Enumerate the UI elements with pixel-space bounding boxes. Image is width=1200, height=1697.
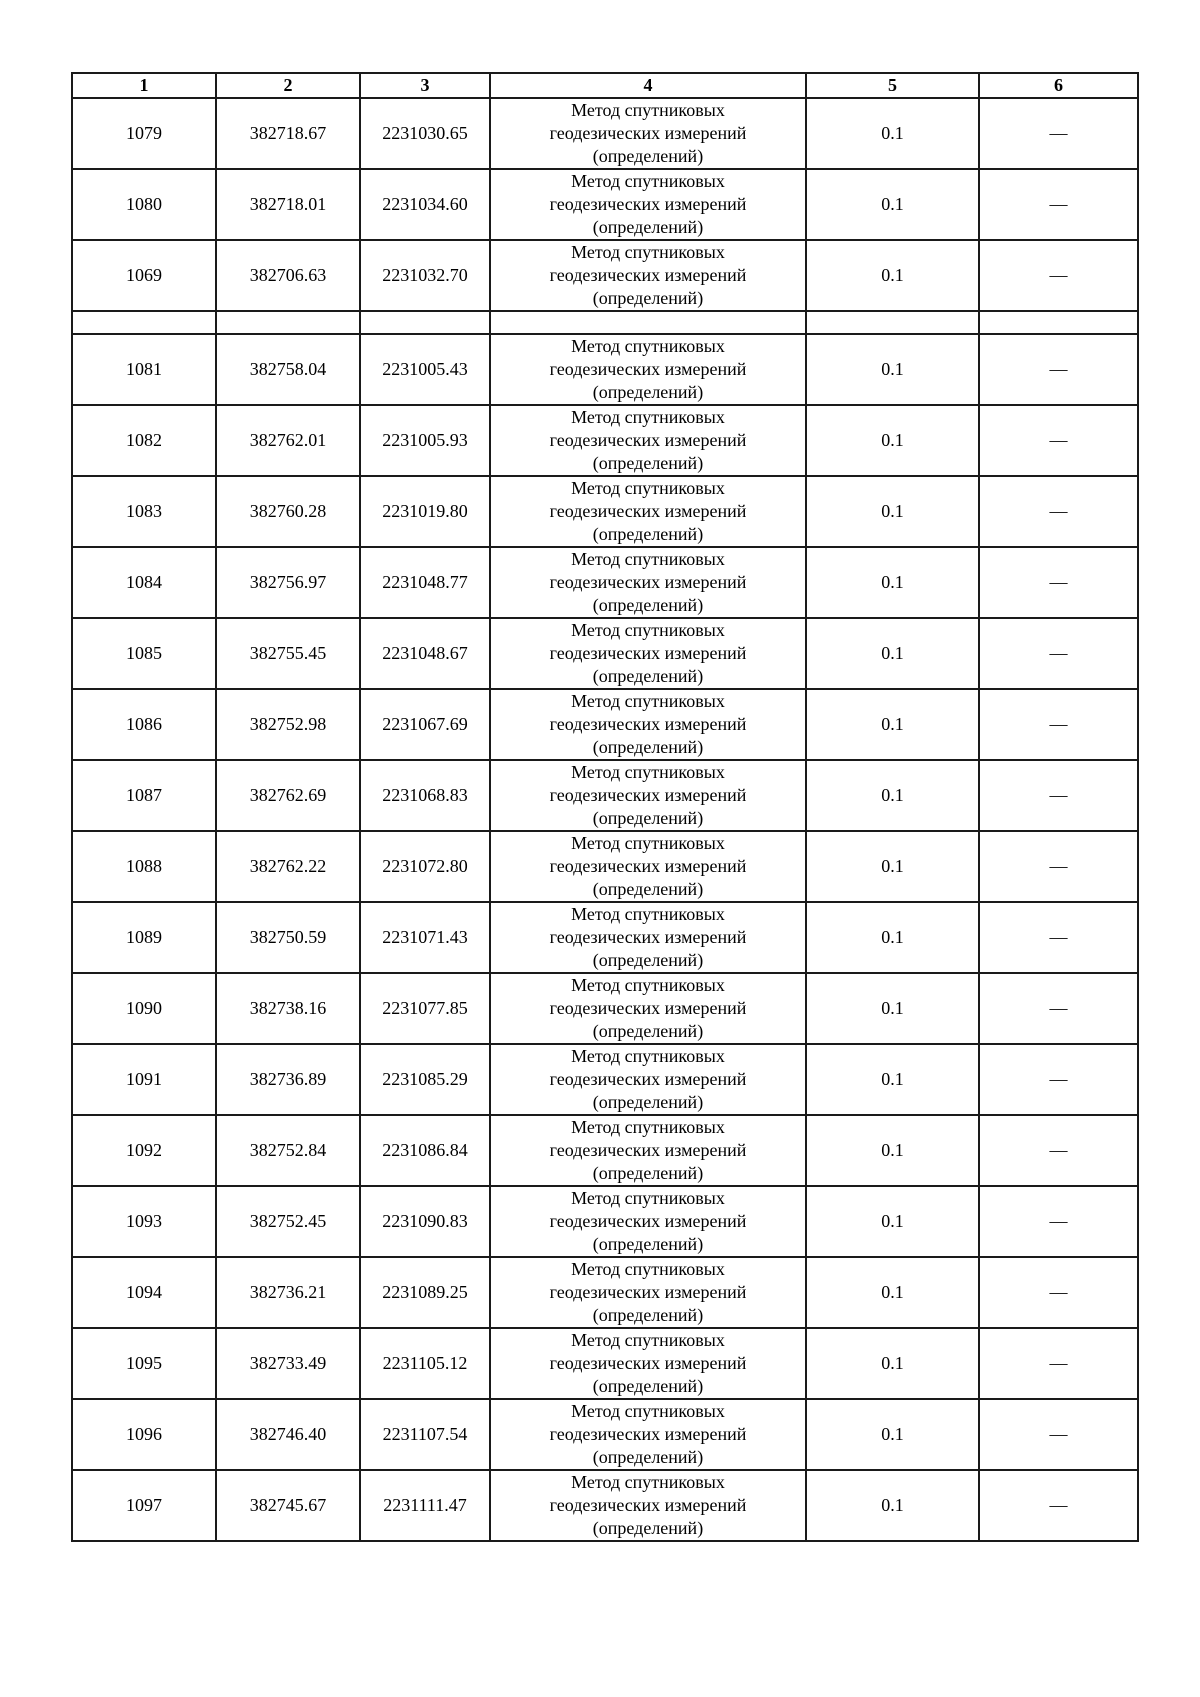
method-text: Метод спутниковых геодезических измерений (определений) bbox=[549, 100, 747, 166]
method-text: Метод спутниковых геодезических измерений (определений) bbox=[549, 620, 747, 686]
method-cell bbox=[490, 1044, 806, 1115]
method-text: Метод спутниковых геодезических измерений (определений) bbox=[549, 478, 747, 544]
x-coordinate-cell: 382758.04 bbox=[216, 334, 360, 405]
method-cell bbox=[490, 689, 806, 760]
table-row bbox=[72, 689, 1138, 760]
y-coordinate-cell: 2231068.83 bbox=[360, 760, 490, 831]
header-cell-6: 6 bbox=[979, 73, 1138, 98]
method-text: Метод спутниковых геодезических измерений (определений) bbox=[549, 1259, 747, 1325]
empty-separator-row bbox=[72, 311, 1138, 334]
accuracy-cell: 0.1 bbox=[806, 476, 979, 547]
method-text: Метод спутниковых геодезических измерений (определений) bbox=[549, 1330, 747, 1396]
method-text: Метод спутниковых геодезических измерений (определений) bbox=[549, 242, 747, 308]
accuracy-cell: 0.1 bbox=[806, 1257, 979, 1328]
method-text: Метод спутниковых геодезических измерений (определений) bbox=[549, 407, 747, 473]
accuracy-cell: 0.1 bbox=[806, 689, 979, 760]
point-number-cell: 1084 bbox=[72, 547, 216, 618]
point-number-cell: 1085 bbox=[72, 618, 216, 689]
note-cell: — bbox=[979, 689, 1138, 760]
method-cell bbox=[490, 240, 806, 311]
accuracy-cell: 0.1 bbox=[806, 618, 979, 689]
x-coordinate-cell: 382736.21 bbox=[216, 1257, 360, 1328]
table-row bbox=[72, 1186, 1138, 1257]
method-text: Метод спутниковых геодезических измерений (определений) bbox=[549, 1472, 747, 1538]
method-text: Метод спутниковых геодезических измерений (определений) bbox=[549, 975, 747, 1041]
method-cell bbox=[490, 1470, 806, 1541]
x-coordinate-cell: 382733.49 bbox=[216, 1328, 360, 1399]
point-number-cell: 1069 bbox=[72, 240, 216, 311]
x-coordinate-cell: 382762.22 bbox=[216, 831, 360, 902]
point-number-cell: 1082 bbox=[72, 405, 216, 476]
table-row bbox=[72, 760, 1138, 831]
method-text: Метод спутниковых геодезических измерений (определений) bbox=[549, 904, 747, 970]
point-number-cell: 1079 bbox=[72, 98, 216, 169]
x-coordinate-cell: 382746.40 bbox=[216, 1399, 360, 1470]
empty-cell bbox=[979, 311, 1138, 334]
accuracy-cell: 0.1 bbox=[806, 1470, 979, 1541]
table-row bbox=[72, 1470, 1138, 1541]
accuracy-cell: 0.1 bbox=[806, 973, 979, 1044]
note-cell: — bbox=[979, 760, 1138, 831]
table-row bbox=[72, 240, 1138, 311]
table-row bbox=[72, 334, 1138, 405]
accuracy-cell: 0.1 bbox=[806, 405, 979, 476]
accuracy-cell: 0.1 bbox=[806, 1186, 979, 1257]
note-cell: — bbox=[979, 1115, 1138, 1186]
method-text: Метод спутниковых геодезических измерений (определений) bbox=[549, 171, 747, 237]
method-text: Метод спутниковых геодезических измерений (определений) bbox=[549, 549, 747, 615]
table-row bbox=[72, 1257, 1138, 1328]
table-row bbox=[72, 476, 1138, 547]
y-coordinate-cell: 2231105.12 bbox=[360, 1328, 490, 1399]
note-cell: — bbox=[979, 1257, 1138, 1328]
method-text: Метод спутниковых геодезических измерений (определений) bbox=[549, 1401, 747, 1467]
x-coordinate-cell: 382755.45 bbox=[216, 618, 360, 689]
method-text: Метод спутниковых геодезических измерений (определений) bbox=[549, 1117, 747, 1183]
note-cell: — bbox=[979, 240, 1138, 311]
header-cell-1: 1 bbox=[72, 73, 216, 98]
note-cell: — bbox=[979, 902, 1138, 973]
table-row bbox=[72, 902, 1138, 973]
header-row bbox=[72, 73, 1138, 98]
y-coordinate-cell: 2231107.54 bbox=[360, 1399, 490, 1470]
y-coordinate-cell: 2231111.47 bbox=[360, 1470, 490, 1541]
table-row bbox=[72, 1115, 1138, 1186]
point-number-cell: 1089 bbox=[72, 902, 216, 973]
table-row bbox=[72, 618, 1138, 689]
method-cell bbox=[490, 547, 806, 618]
accuracy-cell: 0.1 bbox=[806, 760, 979, 831]
note-cell: — bbox=[979, 476, 1138, 547]
y-coordinate-cell: 2231071.43 bbox=[360, 902, 490, 973]
note-cell: — bbox=[979, 1044, 1138, 1115]
note-cell: — bbox=[979, 169, 1138, 240]
table-header bbox=[72, 73, 1138, 98]
note-cell: — bbox=[979, 1470, 1138, 1541]
point-number-cell: 1095 bbox=[72, 1328, 216, 1399]
table-row bbox=[72, 98, 1138, 169]
y-coordinate-cell: 2231005.43 bbox=[360, 334, 490, 405]
y-coordinate-cell: 2231072.80 bbox=[360, 831, 490, 902]
point-number-cell: 1083 bbox=[72, 476, 216, 547]
accuracy-cell: 0.1 bbox=[806, 240, 979, 311]
method-cell bbox=[490, 1257, 806, 1328]
y-coordinate-cell: 2231086.84 bbox=[360, 1115, 490, 1186]
point-number-cell: 1086 bbox=[72, 689, 216, 760]
note-cell: — bbox=[979, 334, 1138, 405]
note-cell: — bbox=[979, 1328, 1138, 1399]
accuracy-cell: 0.1 bbox=[806, 902, 979, 973]
y-coordinate-cell: 2231077.85 bbox=[360, 973, 490, 1044]
y-coordinate-cell: 2231090.83 bbox=[360, 1186, 490, 1257]
method-cell bbox=[490, 973, 806, 1044]
method-text: Метод спутниковых геодезических измерений (определений) bbox=[549, 833, 747, 899]
note-cell: — bbox=[979, 547, 1138, 618]
method-cell bbox=[490, 618, 806, 689]
table-row bbox=[72, 973, 1138, 1044]
x-coordinate-cell: 382752.45 bbox=[216, 1186, 360, 1257]
empty-cell bbox=[360, 311, 490, 334]
point-number-cell: 1081 bbox=[72, 334, 216, 405]
header-cell-3: 3 bbox=[360, 73, 490, 98]
table-row bbox=[72, 1044, 1138, 1115]
y-coordinate-cell: 2231048.77 bbox=[360, 547, 490, 618]
accuracy-cell: 0.1 bbox=[806, 1044, 979, 1115]
coordinates-table bbox=[71, 72, 1139, 1542]
table-body bbox=[72, 98, 1138, 1541]
y-coordinate-cell: 2231030.65 bbox=[360, 98, 490, 169]
point-number-cell: 1090 bbox=[72, 973, 216, 1044]
accuracy-cell: 0.1 bbox=[806, 334, 979, 405]
y-coordinate-cell: 2231048.67 bbox=[360, 618, 490, 689]
x-coordinate-cell: 382738.16 bbox=[216, 973, 360, 1044]
method-cell bbox=[490, 334, 806, 405]
empty-cell bbox=[216, 311, 360, 334]
method-cell bbox=[490, 98, 806, 169]
x-coordinate-cell: 382706.63 bbox=[216, 240, 360, 311]
x-coordinate-cell: 382745.67 bbox=[216, 1470, 360, 1541]
point-number-cell: 1087 bbox=[72, 760, 216, 831]
point-number-cell: 1092 bbox=[72, 1115, 216, 1186]
method-cell bbox=[490, 476, 806, 547]
x-coordinate-cell: 382750.59 bbox=[216, 902, 360, 973]
y-coordinate-cell: 2231089.25 bbox=[360, 1257, 490, 1328]
method-cell bbox=[490, 1115, 806, 1186]
note-cell: — bbox=[979, 831, 1138, 902]
x-coordinate-cell: 382760.28 bbox=[216, 476, 360, 547]
x-coordinate-cell: 382756.97 bbox=[216, 547, 360, 618]
point-number-cell: 1097 bbox=[72, 1470, 216, 1541]
method-cell bbox=[490, 1186, 806, 1257]
accuracy-cell: 0.1 bbox=[806, 1328, 979, 1399]
point-number-cell: 1080 bbox=[72, 169, 216, 240]
x-coordinate-cell: 382762.01 bbox=[216, 405, 360, 476]
method-cell bbox=[490, 1399, 806, 1470]
accuracy-cell: 0.1 bbox=[806, 1115, 979, 1186]
header-cell-2: 2 bbox=[216, 73, 360, 98]
note-cell: — bbox=[979, 618, 1138, 689]
point-number-cell: 1094 bbox=[72, 1257, 216, 1328]
method-text: Метод спутниковых геодезических измерений (определений) bbox=[549, 691, 747, 757]
empty-cell bbox=[490, 311, 806, 334]
method-text: Метод спутниковых геодезических измерений (определений) bbox=[549, 336, 747, 402]
method-cell bbox=[490, 831, 806, 902]
point-number-cell: 1088 bbox=[72, 831, 216, 902]
method-text: Метод спутниковых геодезических измерений (определений) bbox=[549, 762, 747, 828]
method-text: Метод спутниковых геодезических измерений (определений) bbox=[549, 1046, 747, 1112]
x-coordinate-cell: 382736.89 bbox=[216, 1044, 360, 1115]
header-cell-5: 5 bbox=[806, 73, 979, 98]
point-number-cell: 1093 bbox=[72, 1186, 216, 1257]
y-coordinate-cell: 2231067.69 bbox=[360, 689, 490, 760]
accuracy-cell: 0.1 bbox=[806, 1399, 979, 1470]
point-number-cell: 1096 bbox=[72, 1399, 216, 1470]
method-text: Метод спутниковых геодезических измерений (определений) bbox=[549, 1188, 747, 1254]
x-coordinate-cell: 382718.01 bbox=[216, 169, 360, 240]
method-cell bbox=[490, 405, 806, 476]
empty-cell bbox=[72, 311, 216, 334]
accuracy-cell: 0.1 bbox=[806, 831, 979, 902]
accuracy-cell: 0.1 bbox=[806, 547, 979, 618]
y-coordinate-cell: 2231032.70 bbox=[360, 240, 490, 311]
method-cell bbox=[490, 1328, 806, 1399]
method-cell bbox=[490, 902, 806, 973]
note-cell: — bbox=[979, 405, 1138, 476]
table-row bbox=[72, 405, 1138, 476]
table-row bbox=[72, 831, 1138, 902]
table-row bbox=[72, 547, 1138, 618]
method-cell bbox=[490, 169, 806, 240]
note-cell: — bbox=[979, 1186, 1138, 1257]
note-cell: — bbox=[979, 973, 1138, 1044]
accuracy-cell: 0.1 bbox=[806, 169, 979, 240]
accuracy-cell: 0.1 bbox=[806, 98, 979, 169]
header-cell-4: 4 bbox=[490, 73, 806, 98]
table-row bbox=[72, 1399, 1138, 1470]
note-cell: — bbox=[979, 1399, 1138, 1470]
x-coordinate-cell: 382762.69 bbox=[216, 760, 360, 831]
empty-cell bbox=[806, 311, 979, 334]
x-coordinate-cell: 382752.98 bbox=[216, 689, 360, 760]
y-coordinate-cell: 2231005.93 bbox=[360, 405, 490, 476]
table-row bbox=[72, 1328, 1138, 1399]
y-coordinate-cell: 2231019.80 bbox=[360, 476, 490, 547]
x-coordinate-cell: 382752.84 bbox=[216, 1115, 360, 1186]
x-coordinate-cell: 382718.67 bbox=[216, 98, 360, 169]
point-number-cell: 1091 bbox=[72, 1044, 216, 1115]
note-cell: — bbox=[979, 98, 1138, 169]
y-coordinate-cell: 2231034.60 bbox=[360, 169, 490, 240]
y-coordinate-cell: 2231085.29 bbox=[360, 1044, 490, 1115]
table-row bbox=[72, 169, 1138, 240]
method-cell bbox=[490, 760, 806, 831]
